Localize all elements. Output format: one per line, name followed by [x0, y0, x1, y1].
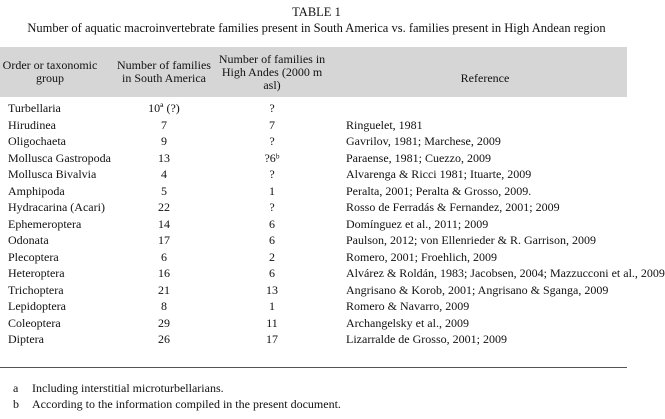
- cell-south-america: 26: [158, 332, 170, 346]
- cell-south-america: 16: [158, 266, 170, 280]
- header-order: Order or taxonomic group: [2, 58, 98, 85]
- cell-order: Amphipoda: [8, 183, 65, 198]
- cell-high-andes: ?: [269, 101, 275, 115]
- table-bottom-rule: [0, 367, 627, 368]
- cell-high-andes: 1: [269, 299, 275, 313]
- cell-order: Ephemeroptera: [8, 216, 82, 231]
- table-header: [0, 47, 627, 97]
- cell-reference: Alvarenga & Ricci 1981; Ituarte, 2009: [346, 167, 532, 181]
- cell-order: Mollusca Bivalvia: [8, 167, 97, 181]
- cell-reference: Peralta, 2001; Peralta & Grosso, 2009.: [346, 183, 532, 198]
- cell-high-andes: 11: [266, 315, 278, 330]
- cell-south-america: 13: [158, 150, 170, 165]
- table-row: [0, 232, 627, 249]
- cell-south-america: 22: [158, 200, 170, 214]
- cell-order: Odonata: [8, 233, 49, 247]
- cell-high-andes: 6: [269, 266, 275, 280]
- cell-reference: Lizarralde de Grosso, 2001; 2009: [346, 332, 507, 346]
- table-row: [0, 183, 627, 200]
- cell-reference: Archangelsky et al., 2009: [346, 315, 469, 330]
- table-row: [0, 117, 627, 134]
- cell-south-america: 5: [161, 183, 167, 198]
- cell-order: Oligochaeta: [8, 134, 66, 148]
- cell-order: Trichoptera: [8, 282, 64, 297]
- cell-high-andes: ?6ᵇ: [264, 150, 280, 165]
- table-row: [0, 216, 627, 233]
- cell-high-andes: 6: [269, 233, 275, 247]
- cell-south-america: 21: [158, 282, 170, 297]
- table-title: TABLE 1: [292, 5, 341, 19]
- footnote-key: a: [13, 381, 19, 395]
- cell-high-andes: 13: [266, 282, 278, 297]
- cell-reference: Domínguez et al., 2011; 2009: [346, 216, 489, 231]
- cell-order: Heteroptera: [8, 266, 65, 280]
- cell-reference: Angrisano & Korob, 2001; Angrisano & Sganga, 2009: [346, 282, 609, 297]
- footnote-text: According to the information compiled in the present document.: [32, 397, 341, 411]
- footnote-a: [13, 381, 224, 395]
- cell-south-america: 10ª (?): [148, 101, 180, 115]
- cell-south-america: 6: [161, 249, 167, 264]
- cell-reference: Gavrilov, 1981; Marchese, 2009: [346, 134, 501, 148]
- cell-order: Turbellaria: [8, 101, 61, 115]
- cell-high-andes: 6: [269, 216, 275, 231]
- cell-order: Plecoptera: [8, 249, 59, 264]
- cell-order: Hydracarina (Acari): [8, 200, 105, 214]
- cell-south-america: 29: [158, 315, 170, 330]
- table-row: [0, 150, 627, 167]
- cell-high-andes: 1: [269, 183, 275, 198]
- cell-high-andes: ?: [269, 200, 275, 214]
- table-row: [0, 199, 627, 216]
- table-row: [0, 298, 627, 315]
- table-row: [0, 166, 627, 183]
- cell-south-america: 4: [161, 167, 167, 181]
- cell-high-andes: 7: [269, 117, 275, 132]
- cell-order: Coleoptera: [8, 315, 61, 330]
- cell-south-america: 8: [161, 299, 167, 313]
- header-high-andes: Number of families in High Andes (2000 m asl): [218, 52, 326, 92]
- table-body: [0, 100, 665, 348]
- cell-high-andes: ?: [269, 134, 275, 148]
- footnote-b: [13, 397, 341, 411]
- cell-order: Mollusca Gastropoda: [8, 150, 111, 165]
- cell-high-andes: 2: [269, 249, 275, 264]
- cell-south-america: 9: [161, 134, 167, 148]
- cell-reference: Ringuelet, 1981: [346, 117, 423, 132]
- cell-high-andes: 17: [266, 332, 278, 346]
- cell-south-america: 17: [158, 233, 170, 247]
- cell-order: Lepidoptera: [8, 299, 66, 313]
- header-reference: Reference: [460, 71, 510, 85]
- footnote-text: Including interstitial microturbellarians.: [32, 381, 224, 395]
- table-row: [0, 100, 627, 117]
- cell-order: Hirudinea: [8, 117, 56, 132]
- table-row: [0, 249, 627, 266]
- cell-reference: Rosso de Ferradás & Fernandez, 2001; 2009: [346, 200, 560, 214]
- cell-reference: Romero & Navarro, 2009: [346, 299, 470, 313]
- table-row: [0, 315, 627, 332]
- table-caption: Number of aquatic macroinvertebrate families present in South America vs. families present in High Andean region: [27, 21, 606, 35]
- cell-south-america: 7: [161, 117, 167, 132]
- cell-reference: Paraense, 1981; Cuezzo, 2009: [346, 150, 491, 165]
- cell-order: Diptera: [8, 332, 44, 346]
- cell-reference: Romero, 2001; Froehlich, 2009: [346, 249, 497, 264]
- footnote-key: b: [13, 397, 19, 411]
- table-row: [0, 282, 627, 299]
- cell-reference: Alvárez & Roldán, 1983; Jacobsen, 2004; Mazzucconi et al., 2009: [346, 266, 665, 280]
- cell-high-andes: ?: [269, 167, 275, 181]
- cell-south-america: 14: [158, 216, 170, 231]
- table-row: [0, 133, 627, 150]
- cell-reference: Paulson, 2012; von Ellenrieder & R. Garrison, 2009: [346, 233, 596, 247]
- table-row: [0, 331, 627, 348]
- table-row: [0, 265, 665, 282]
- header-south-america: Number of families in South America: [117, 58, 211, 85]
